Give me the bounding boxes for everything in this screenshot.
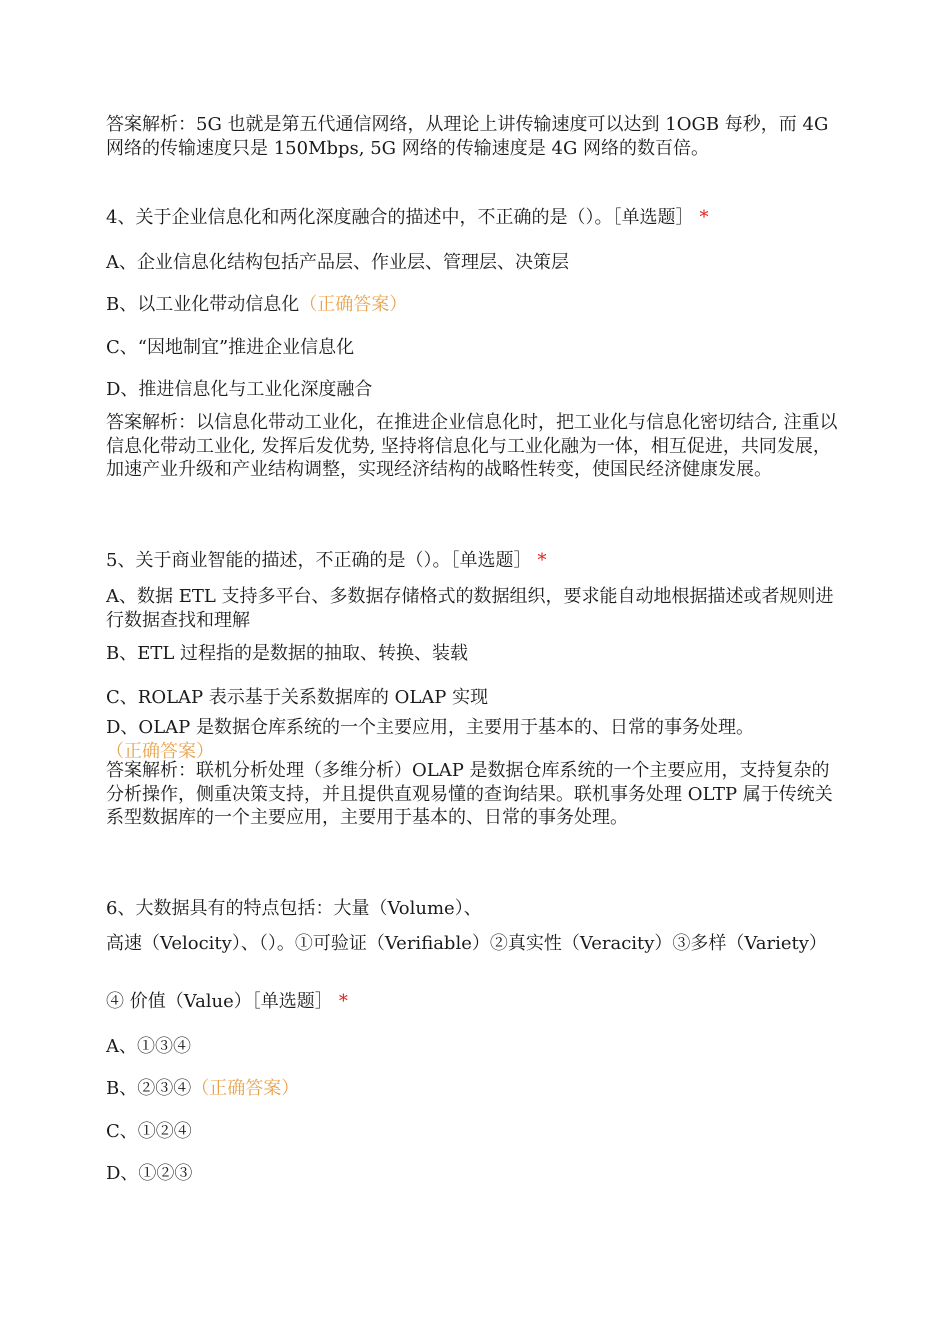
- q4-option-b: B、以工业化带动信息化（正确答案）: [106, 294, 408, 315]
- q4-option-d: D、推进信息化与工业化深度融合: [106, 379, 373, 400]
- q4-option-a: A、企业信息化结构包括产品层、作业层、管理层、决策层: [106, 252, 569, 273]
- q6-option-a: A、①③④: [106, 1036, 191, 1057]
- required-marker: *: [338, 991, 348, 1012]
- q6-stem-line1: 6、大数据具有的特点包括：大量（Volume）、: [106, 898, 482, 919]
- q3-explanation: 答案解析：5G 也就是第五代通信网络，从理论上讲传输速度可以达到 1OGB 每秒，而 4G 网络的传输速度只是 150Mbps, 5G 网络的传输速度是 4G 网络的数百倍。: [106, 114, 829, 159]
- q5-option-d: D、OLAP 是数据仓库系统的一个主要应用，主要用于基本的、日常的事务处理。 （正确答案）: [106, 717, 754, 762]
- correct-answer-tag: （正确答案）: [106, 740, 214, 762]
- q6-option-b: B、②③④（正确答案）: [106, 1078, 300, 1099]
- required-marker: *: [699, 207, 709, 228]
- q6-option-d: D、①②③: [106, 1163, 193, 1184]
- required-marker: *: [537, 550, 547, 571]
- q6-stem-line2: 高速（Velocity）、（）。①可验证（Verifiable）②真实性（Veracity）③多样（Variety）: [106, 933, 827, 954]
- q6-option-c: C、①②④: [106, 1121, 192, 1142]
- q4-option-c: C、“因地制宜”推进企业信息化: [106, 337, 355, 358]
- q4-stem: 4、关于企业信息化和两化深度融合的描述中，不正确的是（）。［单选题］ *: [106, 207, 709, 228]
- q5-option-a: A、数据 ETL 支持多平台、多数据存储格式的数据组织，要求能自动地根据描述或者规则进行数据查找和理解: [106, 586, 834, 631]
- q4-explanation: 答案解析：以信息化带动工业化，在推进企业信息化时，把工业化与信息化密切结合, 注重以信息化带动工业化, 发挥后发优势, 坚持将信息化与工业化融为一体，相互促进，共同发展，加速产业升级和产业结构调整，实现经济结构的战略性转变，使国民经济健康发展。: [106, 412, 838, 480]
- correct-answer-tag: （正确答案）: [299, 294, 408, 315]
- q6-stem-line3: ④ 价值（Value）［单选题］ *: [106, 991, 348, 1012]
- correct-answer-tag: （正确答案）: [191, 1078, 300, 1099]
- q5-explanation: 答案解析：联机分析处理（多维分析）OLAP 是数据仓库系统的一个主要应用，支持复杂的分析操作，侧重决策支持，并且提供直观易懂的查询结果。联机事务处理 OLTP 属于传统关系型数据库的一个主要应用，主要用于基本的、日常的事务处理。: [106, 760, 833, 828]
- q5-stem: 5、关于商业智能的描述，不正确的是（）。［单选题］ *: [106, 550, 547, 571]
- q5-option-b: B、ETL 过程指的是数据的抽取、转换、装载: [106, 643, 469, 664]
- q5-option-c: C、ROLAP 表示基于关系数据库的 OLAP 实现: [106, 687, 489, 708]
